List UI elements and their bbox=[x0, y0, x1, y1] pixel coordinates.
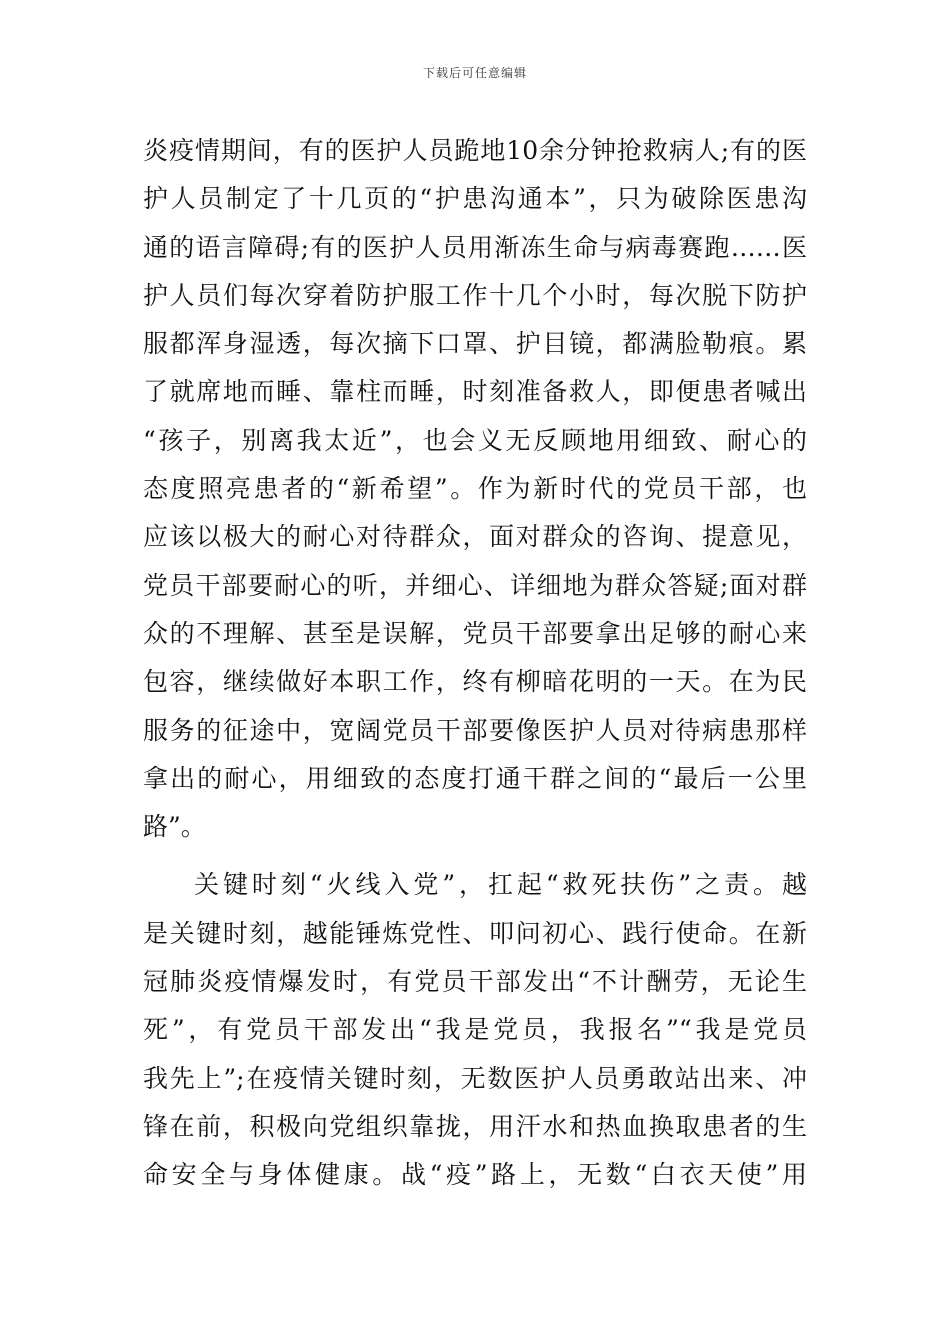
text-line: 护人员们每次穿着防护服工作十几个小时，每次脱下防护 bbox=[143, 280, 807, 310]
text-line: 炎疫情期间，有的医护人员跪地10余分钟抢救病人;有的医 bbox=[143, 136, 807, 165]
text-line: 护人员制定了十几页的“护患沟通本”，只为破除医患沟 bbox=[143, 184, 807, 214]
document-body bbox=[143, 127, 807, 1200]
text-line: 众的不理解、甚至是误解，党员干部要拿出足够的耐心来 bbox=[143, 618, 807, 648]
text-line: 党员干部要耐心的听，并细心、详细地为群众答疑;面对群 bbox=[143, 570, 807, 600]
text-line: 服务的征途中，宽阔党员干部要像医护人员对待病患那样 bbox=[143, 715, 807, 745]
text-line: 命安全与身体健康。战“疫”路上，无数“白衣天使”用 bbox=[143, 1160, 807, 1190]
text-line: 包容，继续做好本职工作，终有柳暗花明的一天。在为民 bbox=[143, 667, 807, 697]
text-line: 我先上”;在疫情关键时刻，无数医护人员勇敢站出来、冲 bbox=[143, 1063, 807, 1093]
text-line: 服都浑身湿透，每次摘下口罩、护目镜，都满脸勒痕。累 bbox=[143, 329, 807, 359]
text-line: “孩子，别离我太近”，也会义无反顾地用细致、耐心的 bbox=[143, 425, 807, 455]
paragraph bbox=[143, 861, 807, 1199]
paragraph-spacer bbox=[143, 851, 807, 861]
text-line: 通的语言障碍;有的医护人员用渐冻生命与病毒赛跑……医 bbox=[143, 232, 807, 262]
text-line: 冠肺炎疫情爆发时，有党员干部发出“不计酬劳，无论生 bbox=[143, 967, 807, 997]
text-line: 是关键时刻，越能锤炼党性、叩问初心、践行使命。在新 bbox=[143, 918, 807, 948]
text-line: 关键时刻“火线入党”，扛起“救死扶伤”之责。越 bbox=[194, 870, 807, 900]
text-line: 锋在前，积极向党组织靠拢，用汗水和热血换取患者的生 bbox=[143, 1111, 807, 1141]
paragraph bbox=[143, 127, 807, 851]
header-note: 下载后可任意编辑 bbox=[422, 66, 527, 80]
text-line: 拿出的耐心，用细致的态度打通干群之间的“最后一公里 bbox=[143, 763, 807, 793]
text-line: 了就席地而睡、靠柱而睡，时刻准备救人，即便患者喊出 bbox=[143, 377, 807, 407]
text-line: 路”。 bbox=[143, 812, 206, 842]
text-line: 应该以极大的耐心对待群众，面对群众的咨询、提意见， bbox=[143, 522, 807, 552]
text-line: 态度照亮患者的“新希望”。作为新时代的党员干部，也 bbox=[143, 474, 807, 504]
text-line: 死”，有党员干部发出“我是党员，我报名”“我是党员 bbox=[143, 1015, 807, 1045]
